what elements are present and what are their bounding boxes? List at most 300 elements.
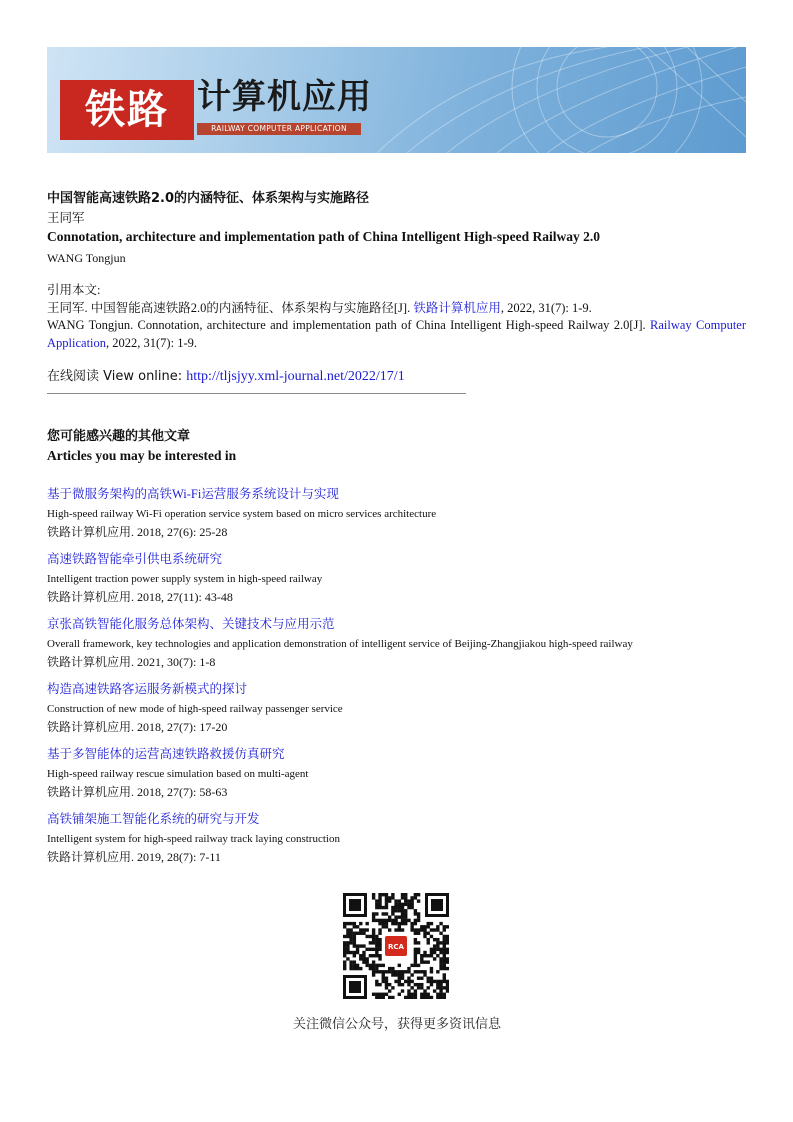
qr-module xyxy=(398,906,401,909)
qr-module xyxy=(353,935,356,938)
qr-module xyxy=(430,967,433,970)
qr-module xyxy=(417,970,420,973)
qr-module xyxy=(349,932,352,935)
qr-module xyxy=(385,912,388,915)
qr-module xyxy=(410,896,413,899)
qr-module xyxy=(427,960,430,963)
qr-module xyxy=(372,970,375,973)
qr-module xyxy=(378,941,381,944)
qr-module xyxy=(353,967,356,970)
qr-module xyxy=(417,964,420,967)
qr-module xyxy=(372,967,375,970)
qr-module xyxy=(385,922,388,925)
article-author-cn: 王同军 xyxy=(47,211,85,225)
qr-module xyxy=(423,960,426,963)
related-article xyxy=(47,745,747,801)
qr-module xyxy=(407,983,410,986)
related-article-title-en: Intelligent system for high-speed railway track laying construction xyxy=(47,833,340,845)
qr-module xyxy=(443,944,446,947)
qr-module xyxy=(401,919,404,922)
qr-module xyxy=(404,893,407,896)
qr-module xyxy=(375,970,378,973)
qr-module xyxy=(362,960,365,963)
qr-module xyxy=(423,925,426,928)
qr-module xyxy=(404,915,407,918)
qr-module xyxy=(394,899,397,902)
qr-module xyxy=(349,938,352,941)
qr-module xyxy=(394,928,397,931)
qr-module xyxy=(410,986,413,989)
qr-module xyxy=(417,912,420,915)
qr-module xyxy=(404,899,407,902)
qr-module xyxy=(417,932,420,935)
qr-module xyxy=(346,928,349,931)
related-article xyxy=(47,615,747,671)
qr-module xyxy=(362,932,365,935)
qr-module xyxy=(446,986,449,989)
qr-module xyxy=(427,938,430,941)
qr-module xyxy=(391,896,394,899)
qr-badge-label: RCA xyxy=(388,943,404,951)
qr-module xyxy=(375,906,378,909)
qr-module xyxy=(353,964,356,967)
qr-module xyxy=(446,957,449,960)
qr-module xyxy=(343,967,346,970)
qr-module xyxy=(375,983,378,986)
qr-module xyxy=(353,954,356,957)
qr-module xyxy=(382,996,385,999)
qr-module xyxy=(353,944,356,947)
qr-module xyxy=(420,986,423,989)
qr-module xyxy=(346,922,349,925)
qr-module xyxy=(356,964,359,967)
qr-module xyxy=(391,967,394,970)
qr-module xyxy=(443,993,446,996)
related-article-title-en: High-speed railway Wi-Fi operation service system based on micro services architecture xyxy=(47,508,437,520)
qr-module xyxy=(343,948,346,951)
qr-module xyxy=(362,954,365,957)
qr-module xyxy=(410,899,413,902)
qr-module xyxy=(410,928,413,931)
qr-module xyxy=(343,922,346,925)
qr-module xyxy=(430,922,433,925)
article-title-cn: 中国智能高速铁路2.0的内涵特征、体系架构与实施路径 xyxy=(47,191,370,206)
citation-en-text: WANG Tongjun. Connotation, architecture and implementation path of China Intelligent High-speed Railway 2.0[J]. xyxy=(47,318,651,332)
qr-module xyxy=(394,915,397,918)
qr-module xyxy=(414,996,417,999)
qr-module xyxy=(407,967,410,970)
qr-module xyxy=(427,925,430,928)
qr-module xyxy=(378,903,381,906)
qr-module xyxy=(443,980,446,983)
qr-module xyxy=(359,922,362,925)
qr-module xyxy=(346,957,349,960)
qr-module xyxy=(417,948,420,951)
qr-module xyxy=(410,903,413,906)
qr-module xyxy=(443,967,446,970)
qr-module xyxy=(401,896,404,899)
qr-module xyxy=(430,951,433,954)
qr-module xyxy=(343,925,346,928)
qr-finder-top-right xyxy=(425,893,449,917)
qr-module xyxy=(414,928,417,931)
qr-module xyxy=(388,899,391,902)
qr-module xyxy=(443,928,446,931)
qr-module xyxy=(446,938,449,941)
qr-module xyxy=(446,951,449,954)
online-url-link[interactable]: http://tljsjyy.xml-journal.net/2022/17/1 xyxy=(186,369,405,384)
qr-module xyxy=(420,957,423,960)
qr-module xyxy=(391,922,394,925)
qr-module xyxy=(362,957,365,960)
qr-module xyxy=(427,986,430,989)
qr-module xyxy=(353,941,356,944)
related-article-title-link[interactable]: 基于微服务架构的高铁Wi-Fi运营服务系统设计与实现 xyxy=(47,487,339,501)
related-article-title-link[interactable]: 高速铁路智能牵引供电系统研究 xyxy=(47,552,223,566)
qr-module xyxy=(436,928,439,931)
qr-module xyxy=(398,983,401,986)
qr-module xyxy=(375,951,378,954)
citation-cn xyxy=(47,298,592,316)
qr-module xyxy=(430,977,433,980)
qr-module xyxy=(398,977,401,980)
qr-module xyxy=(382,906,385,909)
qr-module xyxy=(410,973,413,976)
qr-module xyxy=(398,964,401,967)
qr-module xyxy=(372,954,375,957)
qr-module xyxy=(369,948,372,951)
qr-module xyxy=(375,941,378,944)
qr-module xyxy=(417,919,420,922)
qr-module xyxy=(423,996,426,999)
qr-module xyxy=(404,996,407,999)
qr-module xyxy=(420,970,423,973)
qr-module xyxy=(427,993,430,996)
qr-module xyxy=(401,989,404,992)
related-article-title-link[interactable]: 京张高铁智能化服务总体架构、关键技术与应用示范 xyxy=(47,617,335,631)
qr-module xyxy=(433,938,436,941)
qr-module xyxy=(414,919,417,922)
qr-module xyxy=(443,996,446,999)
qr-module xyxy=(433,957,436,960)
qr-module xyxy=(439,980,442,983)
qr-module xyxy=(346,951,349,954)
qr-module xyxy=(372,941,375,944)
related-article-title-link[interactable]: 高铁铺架施工智能化系统的研究与开发 xyxy=(47,812,260,826)
qr-module xyxy=(382,922,385,925)
journal-logo-mark xyxy=(60,80,194,140)
qr-module xyxy=(378,919,381,922)
qr-module xyxy=(439,932,442,935)
qr-module xyxy=(362,951,365,954)
qr-module xyxy=(423,954,426,957)
qr-module xyxy=(401,922,404,925)
qr-module xyxy=(385,903,388,906)
qr-module xyxy=(388,996,391,999)
qr-module xyxy=(343,960,346,963)
related-article-title-link[interactable]: 基于多智能体的运营高速铁路救援仿真研究 xyxy=(47,747,285,761)
qr-module xyxy=(378,938,381,941)
qr-module xyxy=(388,970,391,973)
qr-module xyxy=(436,980,439,983)
qr-module xyxy=(407,970,410,973)
qr-module xyxy=(372,928,375,931)
qr-module xyxy=(378,954,381,957)
qr-module xyxy=(365,957,368,960)
qr-module xyxy=(427,954,430,957)
qr-module xyxy=(417,977,420,980)
qr-module xyxy=(410,993,413,996)
qr-module xyxy=(388,983,391,986)
qr-module xyxy=(443,935,446,938)
qr-module xyxy=(388,928,391,931)
qr-module xyxy=(420,977,423,980)
citation-cn-text: 王同军. 中国智能高速铁路2.0的内涵特征、体系架构与实施路径[J]. xyxy=(47,301,414,315)
qr-module xyxy=(443,957,446,960)
qr-module xyxy=(346,932,349,935)
qr-module xyxy=(423,951,426,954)
qr-module xyxy=(401,893,404,896)
journal-title: 计算机应用 xyxy=(197,77,372,117)
qr-module xyxy=(414,960,417,963)
qr-module xyxy=(423,989,426,992)
qr-module xyxy=(398,909,401,912)
qr-module xyxy=(349,941,352,944)
qr-module xyxy=(394,906,397,909)
citation-label: 引用本文: xyxy=(47,283,101,297)
qr-module xyxy=(436,996,439,999)
qr-module xyxy=(346,944,349,947)
qr-module xyxy=(423,932,426,935)
qr-module xyxy=(394,919,397,922)
qr-module xyxy=(401,909,404,912)
qr-module xyxy=(375,993,378,996)
qr-module xyxy=(446,983,449,986)
qr-module xyxy=(346,941,349,944)
qr-module xyxy=(398,915,401,918)
qr-module xyxy=(427,977,430,980)
qr-module xyxy=(375,903,378,906)
qr-module xyxy=(343,941,346,944)
qr-module xyxy=(404,919,407,922)
qr-module xyxy=(378,932,381,935)
qr-module xyxy=(343,954,346,957)
qr-module xyxy=(398,899,401,902)
qr-module xyxy=(349,964,352,967)
related-article-journal: 铁路计算机应用. 2018, 27(11): 43-48 xyxy=(47,590,233,604)
related-article-journal: 铁路计算机应用. 2018, 27(7): 58-63 xyxy=(47,785,228,799)
qr-module xyxy=(417,899,420,902)
qr-module xyxy=(423,928,426,931)
qr-caption: 关注微信公众号，获得更多资讯信息 xyxy=(292,1017,501,1032)
qr-module xyxy=(391,973,394,976)
qr-module xyxy=(430,948,433,951)
qr-module xyxy=(385,919,388,922)
qr-module xyxy=(385,993,388,996)
qr-module xyxy=(378,993,381,996)
qr-module xyxy=(446,941,449,944)
qr-module xyxy=(407,903,410,906)
qr-module xyxy=(349,935,352,938)
qr-module xyxy=(439,922,442,925)
qr-module xyxy=(369,954,372,957)
citation-en-journal-link[interactable]: Railway Computer Application xyxy=(47,318,746,350)
qr-module xyxy=(391,986,394,989)
qr-module xyxy=(414,909,417,912)
qr-module xyxy=(375,919,378,922)
related-heading-cn: 您可能感兴趣的其他文章 xyxy=(47,429,191,444)
qr-module xyxy=(385,986,388,989)
qr-module xyxy=(372,915,375,918)
qr-module xyxy=(407,899,410,902)
qr-module xyxy=(414,951,417,954)
qr-module xyxy=(401,973,404,976)
qr-module xyxy=(372,948,375,951)
qr-module xyxy=(401,928,404,931)
qr-module xyxy=(398,922,401,925)
related-article-title-en: High-speed railway rescue simulation based on multi-agent xyxy=(47,768,309,780)
qr-module xyxy=(439,986,442,989)
qr-module xyxy=(410,925,413,928)
qr-module xyxy=(420,983,423,986)
qr-module xyxy=(417,983,420,986)
citation-cn-journal-link[interactable]: 铁路计算机应用 xyxy=(413,301,501,315)
qr-module xyxy=(375,935,378,938)
qr-module xyxy=(407,980,410,983)
qr-module xyxy=(436,941,439,944)
qr-module xyxy=(378,957,381,960)
qr-module xyxy=(378,922,381,925)
qr-module xyxy=(404,980,407,983)
qr-module xyxy=(356,951,359,954)
qr-module xyxy=(382,970,385,973)
qr-module xyxy=(356,925,359,928)
qr-module xyxy=(375,996,378,999)
qr-module xyxy=(417,928,420,931)
related-article-title-en: Intelligent traction power supply system in high-speed railway xyxy=(47,573,323,585)
qr-module xyxy=(349,960,352,963)
qr-module xyxy=(427,932,430,935)
qr-module xyxy=(420,960,423,963)
qr-module xyxy=(353,922,356,925)
qr-module xyxy=(443,986,446,989)
qr-module xyxy=(414,896,417,899)
qr-module xyxy=(439,989,442,992)
qr-module xyxy=(410,964,413,967)
qr-module xyxy=(414,993,417,996)
qr-code-image xyxy=(343,893,449,999)
qr-module xyxy=(436,938,439,941)
qr-module xyxy=(430,970,433,973)
qr-module xyxy=(346,935,349,938)
qr-module xyxy=(356,944,359,947)
qr-module xyxy=(439,941,442,944)
qr-module xyxy=(343,944,346,947)
related-heading-en: Articles you may be interested in xyxy=(47,448,237,463)
qr-module xyxy=(401,915,404,918)
qr-module xyxy=(391,970,394,973)
qr-module xyxy=(420,928,423,931)
qr-module xyxy=(430,980,433,983)
qr-module xyxy=(414,922,417,925)
qr-module xyxy=(398,993,401,996)
qr-module xyxy=(439,993,442,996)
article-title-en: Connotation, architecture and implementation path of China Intelligent High-speed Railway 2.0 xyxy=(47,229,601,244)
qr-module xyxy=(414,957,417,960)
qr-module xyxy=(423,970,426,973)
qr-module xyxy=(349,928,352,931)
logo-chars: 铁路 xyxy=(85,87,169,133)
qr-module xyxy=(407,996,410,999)
qr-module xyxy=(407,919,410,922)
qr-module xyxy=(417,915,420,918)
qr-module xyxy=(443,977,446,980)
citation-cn-tail: , 2022, 31(7): 1-9. xyxy=(500,301,592,315)
qr-module xyxy=(359,954,362,957)
qr-module xyxy=(356,967,359,970)
related-article-title-link[interactable]: 构造高速铁路客运服务新模式的探讨 xyxy=(47,682,248,696)
qr-module xyxy=(378,944,381,947)
qr-module xyxy=(398,973,401,976)
qr-module xyxy=(436,993,439,996)
qr-module xyxy=(420,993,423,996)
qr-module xyxy=(375,948,378,951)
qr-module xyxy=(417,951,420,954)
qr-module xyxy=(372,960,375,963)
online-line xyxy=(47,365,405,385)
qr-module xyxy=(391,906,394,909)
qr-module xyxy=(378,964,381,967)
qr-module xyxy=(436,983,439,986)
qr-module xyxy=(382,919,385,922)
qr-module xyxy=(436,944,439,947)
online-label: 在线阅读 View online: xyxy=(47,369,187,384)
qr-module xyxy=(375,980,378,983)
qr-module xyxy=(433,951,436,954)
qr-module xyxy=(436,970,439,973)
qr-module xyxy=(410,906,413,909)
qr-module xyxy=(388,919,391,922)
qr-module xyxy=(388,967,391,970)
qr-module xyxy=(365,964,368,967)
qr-module xyxy=(349,951,352,954)
qr-module xyxy=(394,970,397,973)
qr-module xyxy=(372,935,375,938)
qr-module xyxy=(375,967,378,970)
qr-module xyxy=(401,912,404,915)
qr-module xyxy=(430,983,433,986)
qr-module xyxy=(391,912,394,915)
qr-module xyxy=(398,980,401,983)
qr-module xyxy=(372,896,375,899)
qr-module xyxy=(353,938,356,941)
qr-module xyxy=(378,893,381,896)
qr-module xyxy=(365,948,368,951)
qr-module xyxy=(385,980,388,983)
qr-module xyxy=(369,967,372,970)
qr-module xyxy=(369,941,372,944)
qr-module xyxy=(401,903,404,906)
qr-module xyxy=(388,915,391,918)
qr-module xyxy=(401,906,404,909)
qr-module xyxy=(365,922,368,925)
qr-module xyxy=(372,964,375,967)
qr-module xyxy=(353,951,356,954)
qr-module xyxy=(375,912,378,915)
qr-module xyxy=(404,903,407,906)
qr-module xyxy=(430,954,433,957)
qr-module xyxy=(378,996,381,999)
